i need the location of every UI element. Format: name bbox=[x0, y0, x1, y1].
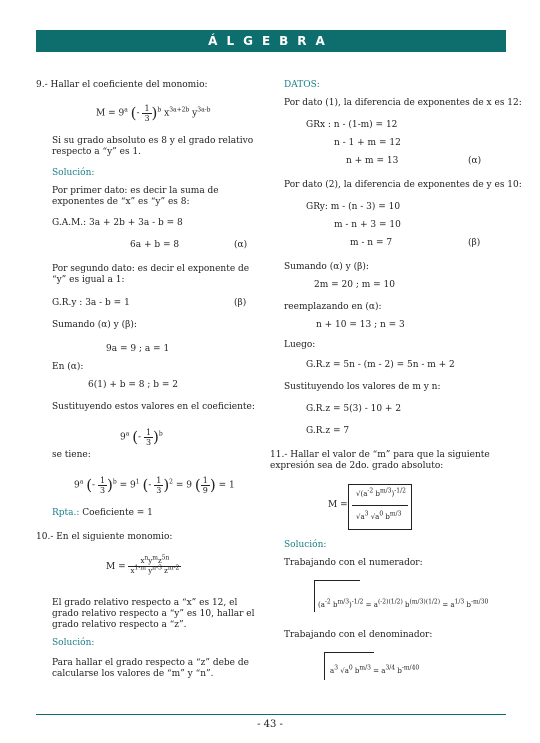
p9-en: En (α): bbox=[52, 362, 84, 372]
p9-subst: Sustituyendo estos valores en el coeficiente: bbox=[52, 402, 255, 412]
gry-eq-2: m - n + 3 = 10 bbox=[334, 220, 401, 230]
p11-M-label: M = bbox=[328, 500, 348, 510]
p9-step-1: Por primer dato: es decir la suma de exponentes de “x” es “y” es 8: bbox=[52, 186, 219, 207]
p9-sum: Sumando (α) y (β): bbox=[52, 320, 137, 330]
p9-answer: Rpta.: Coeficiente = 1 bbox=[52, 508, 153, 518]
beta-label: (β) bbox=[234, 298, 247, 308]
alpha-label-right: (α) bbox=[468, 156, 482, 166]
num-radical-top bbox=[314, 580, 360, 581]
gry-eq-3: m - n = 7 bbox=[350, 238, 393, 248]
problem-10-title: 10.- En el siguiente monomio: bbox=[36, 532, 173, 542]
numerator-label: Trabajando con el numerador: bbox=[284, 558, 423, 568]
p11-denominator: $√a^3$ $√a^0$ $b^{m/3}$ bbox=[356, 510, 402, 521]
formula-prefix: M = 9 bbox=[96, 108, 125, 119]
p9-step-2: Por segundo dato: es decir el exponente de “y” es igual a 1: bbox=[52, 264, 250, 285]
p9-gam: G.A.M.: 3a + 2b + 3a - b = 8 bbox=[52, 218, 183, 228]
grz-eq-2: G.R.z = 5(3) - 10 + 2 bbox=[306, 404, 402, 414]
formula-exp-a: a bbox=[124, 106, 128, 114]
p10-step-1: Para hallar el grado respecto a “z” debe de calcularse los valores de “m” y “n”. bbox=[52, 658, 249, 679]
problem-10-text: El grado relativo respecto a “x” es 12, el grado relativo respecto a “y” es 10, hallar el grado relativo respecto a “z”. bbox=[52, 598, 255, 630]
reemplazando-result: n + 10 = 13 ; n = 3 bbox=[316, 320, 405, 330]
grz-eq-1: G.R.z = 5n - (m - 2) = 5n - m + 2 bbox=[306, 360, 455, 370]
beta-label-right: (β) bbox=[468, 238, 481, 248]
grz-eq-3: G.R.z = 7 bbox=[306, 426, 350, 436]
problem-9-text: Si su grado absoluto es 8 y el grado relativo respecto a “y” es 1. bbox=[52, 136, 254, 157]
page-header: ÁLGEBRA bbox=[36, 30, 506, 52]
problem-10-formula: M = $\frac{x^ny^mz^{5n}}{x^{1-m} y^{n-3} z^{m-2}}$ bbox=[106, 554, 180, 575]
p9-setiene: se tiene: bbox=[52, 450, 91, 460]
alpha-label: (α) bbox=[234, 240, 248, 250]
datos-label: DATOS: bbox=[284, 80, 320, 90]
grx-eq-1: GRx : n - (1-m) = 12 bbox=[306, 120, 398, 130]
footer-rule bbox=[36, 714, 506, 715]
formula-fraction: $\frac{1}{3}$ bbox=[144, 103, 150, 123]
luego: Luego: bbox=[284, 340, 316, 350]
p9-en-result: 6(1) + b = 8 ; b = 2 bbox=[88, 380, 178, 390]
numerator-work: ($a^{-2}$ $b^{m/3})^{-1/2} = a^{(-2)(1/2)}$ $b^{(m/3)(1/2)} = a^{1/3}$ $b^{-m/30}$ bbox=[318, 598, 489, 609]
denominator-work: $a^3$ $√a^0$ $b^{m/3} = a^{3/4}$ $b^{-m/40}$ bbox=[330, 664, 420, 675]
reemplazando: reemplazando en (α): bbox=[284, 302, 382, 312]
denominator-label: Trabajando con el denominador: bbox=[284, 630, 433, 640]
dato-2: Por dato (2), la diferencia de exponentes de y es 10: bbox=[284, 180, 522, 190]
sumando-right: Sumando (α) y (β): bbox=[284, 262, 369, 272]
p11-numerator: $√(a^{-2}$ $b^{m/3})^{-1/2}$ bbox=[356, 487, 406, 498]
sum-result-right: 2m = 20 ; m = 10 bbox=[314, 280, 395, 290]
sustituyendo-right: Sustituyendo los valores de m y n: bbox=[284, 382, 441, 392]
grx-eq-3: n + m = 13 bbox=[346, 156, 399, 166]
solution-label: Solución: bbox=[52, 168, 95, 178]
den-radical-left bbox=[324, 652, 325, 680]
p9-sum-result: 9a = 9 ; a = 1 bbox=[106, 344, 170, 354]
p9-eq-alpha: 6a + b = 8 bbox=[130, 240, 180, 250]
problem-9-formula: $M = 9^a$ (- $\frac{1}{3}$ )$^b$ $x^{3a+2b}$ $y^{3a-b}$ bbox=[96, 103, 211, 123]
p9-gry: G.R.y : 3a - b = 1 bbox=[52, 298, 130, 308]
page-number: - 43 - bbox=[257, 719, 283, 730]
solution-label-11: Solución: bbox=[284, 540, 327, 550]
problem-11-title: 11.- Hallar el valor de “m” para que la siguiente expresión sea de 2do. grado absoluto: bbox=[270, 450, 490, 471]
grx-eq-2: n - 1 + m = 12 bbox=[334, 138, 401, 148]
p9-final-expression: 9$^a$ (- $\frac{1}{3}$ )$^b = 9^1$ (- $\frac{1}{3}$ )$^2$ = 9 ( $\frac{1}{9}$ ) = 1 bbox=[74, 475, 235, 495]
num-radical-left bbox=[314, 580, 315, 612]
p9-coefficient-expression: 9$^a$ (- $\frac{1}{3}$ )$^b$ bbox=[120, 427, 163, 447]
solution-label-10: Solución: bbox=[52, 638, 95, 648]
problem-9-title: 9.- Hallar el coeficiente del monomio: bbox=[36, 80, 208, 90]
gry-eq-1: GRy: m - (n - 3) = 10 bbox=[306, 202, 401, 212]
p11-fraction-bar bbox=[352, 505, 408, 506]
den-radical-top bbox=[324, 652, 374, 653]
dato-1: Por dato (1), la diferencia de exponentes de x es 12: bbox=[284, 98, 522, 108]
